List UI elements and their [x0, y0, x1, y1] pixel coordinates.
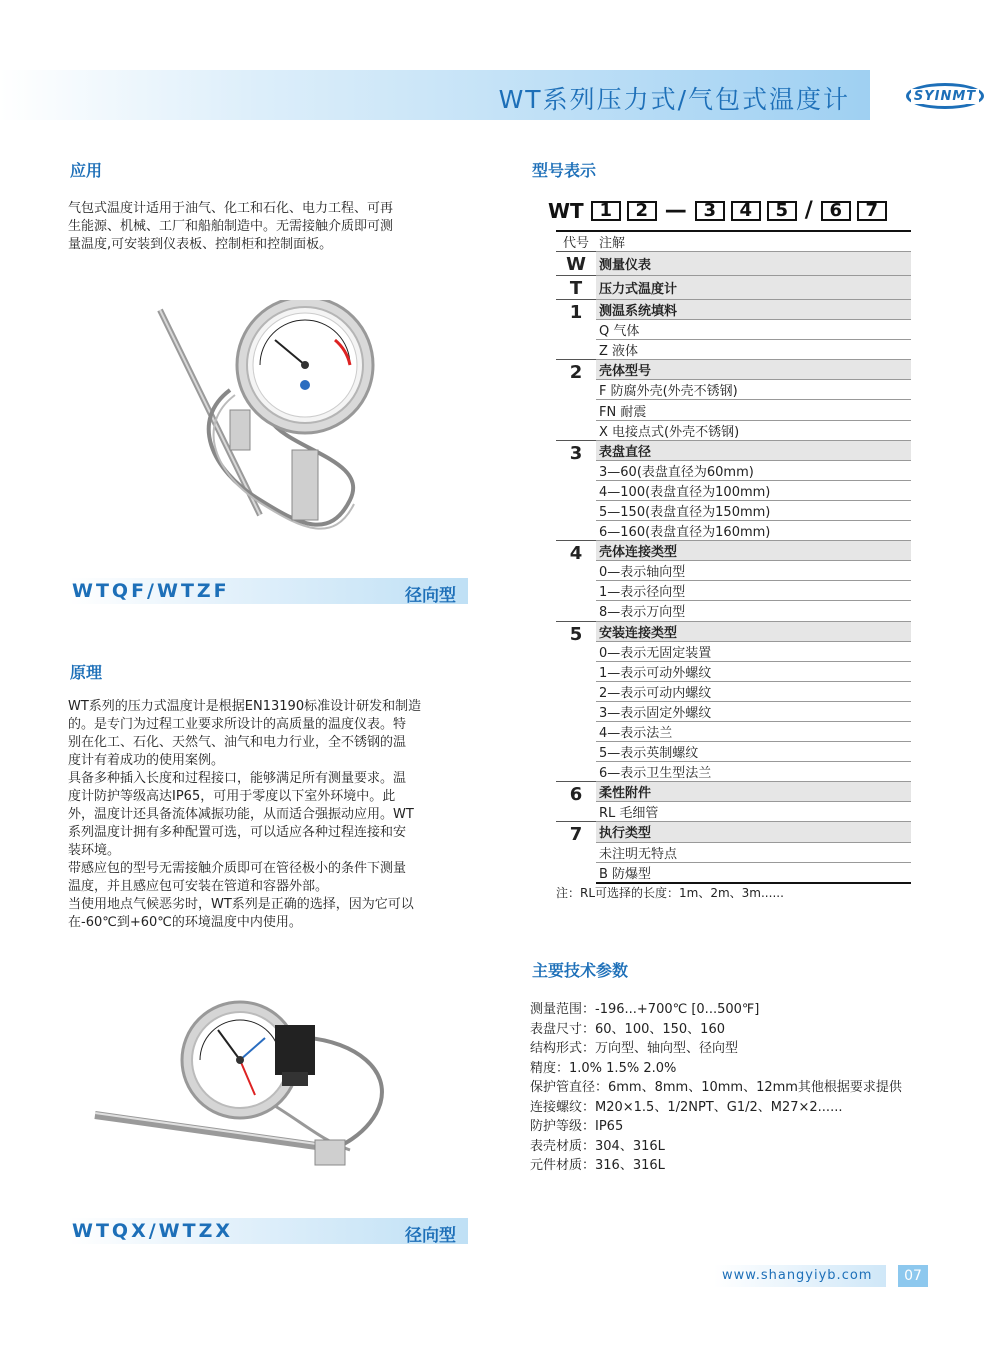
spec-line: 防护等级：IP65 — [530, 1119, 624, 1134]
desc-cell: 3—60(表盘直径为60mm) — [596, 460, 911, 480]
desc-cell: B 防爆型 — [596, 862, 911, 883]
desc-cell: Z 液体 — [596, 340, 911, 360]
code-table-row — [556, 420, 911, 440]
code-table-row — [556, 782, 911, 802]
code-table-row — [556, 440, 911, 460]
application-line: 生能源、机械、工厂和船舶制造中。无需接触介质即可测 — [68, 219, 394, 234]
desc-cell: 测温系统填料 — [596, 300, 911, 320]
length-note: 注：RL可选择的长度：1m、2m、3m...... — [556, 886, 784, 900]
code-table-row — [556, 360, 911, 380]
code-cell: T — [556, 276, 596, 300]
desc-cell: 4—100(表盘直径为100mm) — [596, 480, 911, 500]
code-table-row — [556, 621, 911, 641]
code-table-row — [556, 541, 911, 561]
principle-title: 原理 — [70, 663, 103, 682]
page-title: WT系列压力式/气包式温度计 — [498, 85, 850, 114]
code-table-row — [556, 822, 911, 842]
desc-cell: X 电接点式(外壳不锈钢) — [596, 420, 911, 440]
desc-cell: 1—表示径向型 — [596, 581, 911, 601]
principle-line: 外，温度计还具备流体减振功能，从而适合强振动应用。WT — [68, 807, 414, 822]
spec-line: 保护管直径：6mm、8mm、10mm、12mm其他根据要求提供 — [530, 1080, 902, 1095]
model-dash: — — [664, 198, 687, 223]
specs-list — [530, 1000, 902, 1176]
desc-cell: 1—表示可动外螺纹 — [596, 661, 911, 681]
spec-line: 元件材质：316、316L — [530, 1158, 665, 1173]
code-table-row — [556, 601, 911, 621]
principle-line: 度计有着成功的使用案例。 — [68, 753, 225, 768]
desc-cell: 2—表示可动内螺纹 — [596, 681, 911, 701]
principle-line: 带感应包的型号无需接触介质即可在管径极小的条件下测量 — [68, 861, 407, 876]
code-table-row — [556, 742, 911, 762]
code-cell: 1 — [556, 300, 596, 360]
specs-title: 主要技术参数 — [532, 961, 629, 980]
model-box-3: 3 — [695, 201, 725, 221]
footer-url[interactable]: www.shangyiyb.com — [714, 1265, 886, 1287]
code-table-row — [556, 480, 911, 500]
desc-cell: 柔性附件 — [596, 782, 911, 802]
code-table-row — [556, 320, 911, 340]
code-table-row — [556, 681, 911, 701]
wtqf-model-label: WTQF/WTZF — [72, 580, 230, 602]
principle-line: 在-60℃到+60℃的环境温度中内使用。 — [68, 915, 302, 930]
desc-cell: 壳体型号 — [596, 360, 911, 380]
model-title: 型号表示 — [532, 161, 597, 180]
code-cell: 4 — [556, 541, 596, 621]
desc-cell: Q 气体 — [596, 320, 911, 340]
model-box-4: 4 — [731, 201, 761, 221]
desc-cell: 执行类型 — [596, 822, 911, 842]
application-line: 气包式温度计适用于油气、化工和石化、电力工程、可再 — [68, 201, 394, 216]
principle-line: 具备多种插入长度和过程接口，能够满足所有测量要求。温 — [68, 771, 407, 786]
desc-cell: 安装连接类型 — [596, 621, 911, 641]
code-table-row — [556, 300, 911, 320]
principle-line: 装环境。 — [68, 843, 121, 858]
model-box-2: 2 — [627, 201, 657, 221]
desc-cell: 6—160(表盘直径为160mm) — [596, 521, 911, 541]
spec-line: 精度：1.0% 1.5% 2.0% — [530, 1060, 677, 1076]
spec-line: 结构形式：万向型、轴向型、径向型 — [530, 1041, 739, 1056]
code-table-row — [556, 521, 911, 541]
principle-line: 当使用地点气候恶劣时，WT系列是正确的选择，因为它可以 — [68, 897, 414, 912]
code-table-row — [556, 701, 911, 721]
desc-cell: 壳体连接类型 — [596, 541, 911, 561]
wtqx-bar — [68, 1218, 468, 1244]
desc-header: 注解 — [596, 231, 911, 252]
wtqx-product-image — [90, 1000, 410, 1180]
desc-cell: 4—表示法兰 — [596, 721, 911, 741]
code-cell: 5 — [556, 621, 596, 782]
principle-line: WT系列的压力式温度计是根据EN13190标准设计研发和制造 — [68, 699, 422, 714]
code-table-row — [556, 380, 911, 400]
code-table-row — [556, 862, 911, 883]
principle-line: 系列温度计拥有多种配置可选，可以适应各种过程连接和安 — [68, 825, 407, 840]
principle-text — [68, 698, 421, 932]
code-table-row — [556, 500, 911, 520]
spec-line: 连接螺纹：M20×1.5、1/2NPT、G1/2、M27×2...... — [530, 1099, 843, 1115]
desc-cell: 6—表示卫生型法兰 — [596, 762, 911, 782]
wtqf-bar — [68, 578, 468, 604]
code-table-row — [556, 581, 911, 601]
model-box-7: 7 — [857, 201, 887, 221]
application-title: 应用 — [70, 161, 103, 180]
code-table-row — [556, 460, 911, 480]
desc-cell: 8—表示万向型 — [596, 601, 911, 621]
code-table — [556, 230, 911, 884]
wtqf-type-label: 径向型 — [405, 586, 456, 606]
code-cell: W — [556, 252, 596, 276]
code-table-row — [556, 641, 911, 661]
desc-cell: 测量仪表 — [596, 252, 911, 276]
code-table-row — [556, 340, 911, 360]
desc-cell: 3—表示固定外螺纹 — [596, 701, 911, 721]
code-table-row — [556, 802, 911, 822]
desc-cell: 0—表示无固定装置 — [596, 641, 911, 661]
desc-cell: 5—表示英制螺纹 — [596, 742, 911, 762]
code-cell: 6 — [556, 782, 596, 822]
desc-cell: RL 毛细管 — [596, 802, 911, 822]
desc-cell: 压力式温度计 — [596, 276, 911, 300]
model-box-5: 5 — [767, 201, 797, 221]
model-prefix: WT — [548, 198, 584, 223]
logo-text: SYINMT — [911, 89, 979, 104]
code-table-header — [556, 231, 911, 252]
model-box-6: 6 — [821, 201, 851, 221]
code-table-row — [556, 721, 911, 741]
desc-cell: 未注明无特点 — [596, 842, 911, 862]
desc-cell: F 防腐外壳(外壳不锈钢) — [596, 380, 911, 400]
spec-line: 表盘尺寸：60、100、150、160 — [530, 1021, 725, 1037]
code-table-row — [556, 661, 911, 681]
principle-line: 的。是专门为过程工业要求所设计的高质量的温度仪表。特 — [68, 717, 407, 732]
desc-cell: 5—150(表盘直径为150mm) — [596, 500, 911, 520]
spec-line: 测量范围：-196...+700℃ [0...500℉] — [530, 1002, 760, 1017]
page-number: 07 — [898, 1265, 928, 1287]
code-cell: 2 — [556, 360, 596, 440]
spec-line: 表壳材质：304、316L — [530, 1138, 665, 1154]
principle-line: 度计防护等级高达IP65，可用于零度以下室外环境中。此 — [68, 789, 396, 804]
code-table-row — [556, 561, 911, 581]
code-table-row — [556, 276, 911, 300]
model-box-1: 1 — [591, 201, 621, 221]
code-table-row — [556, 842, 911, 862]
code-table-row — [556, 400, 911, 420]
brand-logo — [890, 72, 1000, 120]
model-slash: / — [804, 198, 813, 223]
model-code-row — [548, 198, 890, 223]
wtqf-product-image — [150, 300, 390, 550]
desc-cell: 0—表示轴向型 — [596, 561, 911, 581]
wtqx-model-label: WTQX/WTZX — [72, 1220, 234, 1242]
application-text — [68, 200, 393, 254]
principle-line: 温度，并且感应包可安装在管道和容器外部。 — [68, 879, 329, 894]
code-table-row — [556, 762, 911, 782]
code-cell: 3 — [556, 440, 596, 540]
application-line: 量温度,可安装到仪表板、控制柜和控制面板。 — [68, 237, 333, 252]
desc-cell: 表盘直径 — [596, 440, 911, 460]
logo-ring-icon — [906, 83, 984, 109]
code-table-row — [556, 252, 911, 276]
wtqx-type-label: 径向型 — [405, 1226, 456, 1246]
principle-line: 别在化工、石化、天然气、油气和电力行业，全不锈钢的温 — [68, 735, 407, 750]
code-cell: 7 — [556, 822, 596, 883]
code-header: 代号 — [556, 231, 596, 252]
desc-cell: FN 耐震 — [596, 400, 911, 420]
